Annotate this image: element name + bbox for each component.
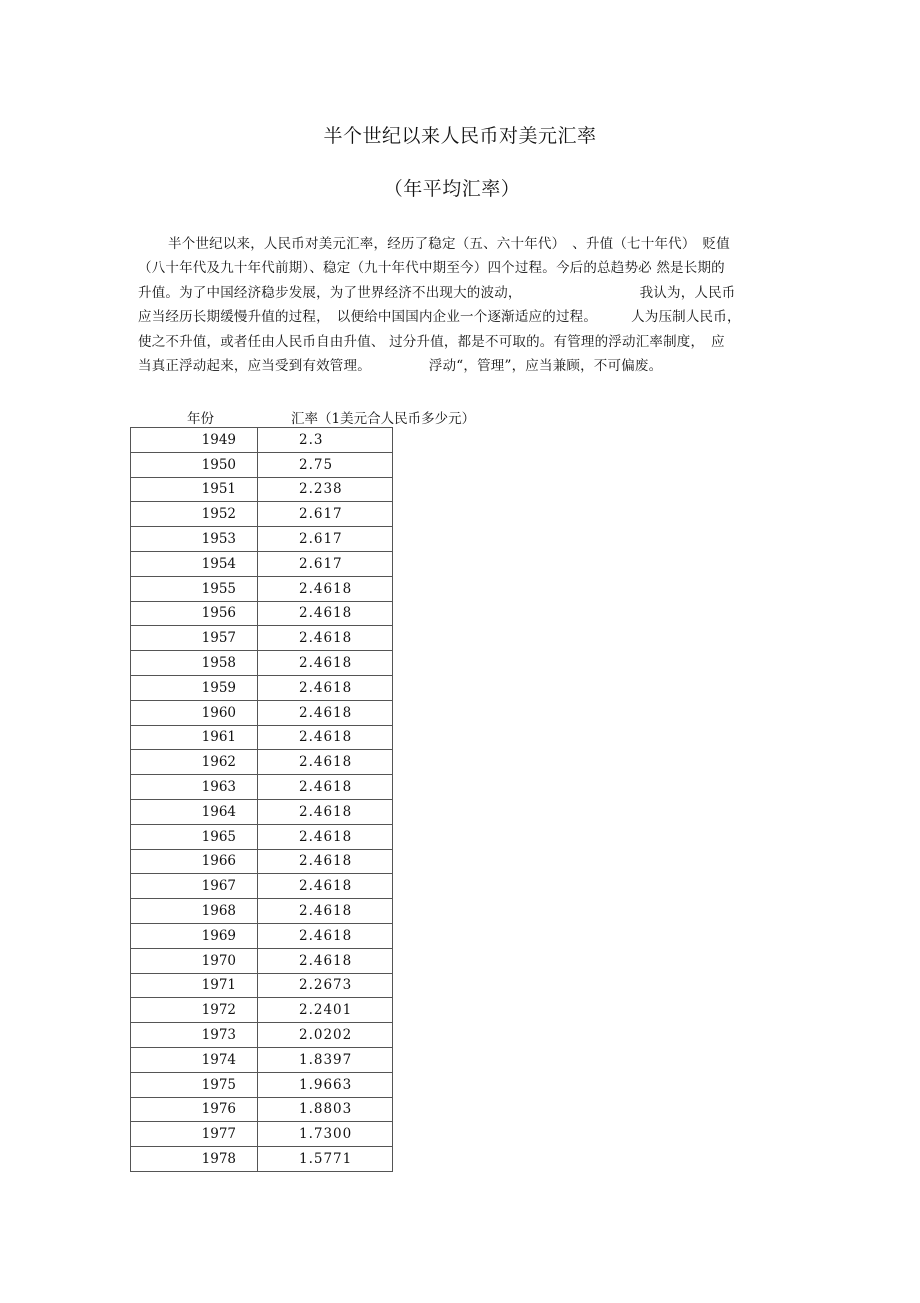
year-cell: 1968 (131, 899, 258, 924)
table-row (131, 477, 393, 502)
year-cell: 1974 (131, 1047, 258, 1072)
rate-cell: 1.8397 (258, 1047, 393, 1072)
document-subtitle: （年平均汇率） (383, 178, 521, 200)
rate-cell: 2.238 (258, 477, 393, 502)
rate-cell: 2.4618 (258, 626, 393, 651)
exchange-rate-table (130, 427, 393, 1172)
rate-cell: 2.4618 (258, 675, 393, 700)
document-title: 半个世纪以来人民币对美元汇率 (323, 125, 597, 147)
rate-cell: 2.4618 (258, 824, 393, 849)
rate-cell: 2.4618 (258, 651, 393, 676)
rate-cell: 2.2673 (258, 973, 393, 998)
year-cell: 1965 (131, 824, 258, 849)
intro-paragraph (138, 232, 772, 378)
paragraph-line-3 (138, 281, 772, 305)
table-row (131, 576, 393, 601)
year-cell: 1978 (131, 1147, 258, 1172)
rate-cell: 2.0202 (258, 1023, 393, 1048)
table-row (131, 626, 393, 651)
table-row (131, 824, 393, 849)
paragraph-line-4-a: 应当经历长期缓慢升值的过程， 以便给中国国内企业一个逐渐适应的过程。 (138, 309, 598, 326)
paragraph-line-6-b: 浮动“，管理”，应当兼顾，不可偏废。 (428, 358, 663, 375)
paragraph-line-4 (138, 305, 772, 329)
year-cell: 1973 (131, 1023, 258, 1048)
paragraph-line-3-a: 升值。为了中国经济稳步发展，为了世界经济不出现大的波动， (138, 284, 522, 301)
year-cell: 1962 (131, 750, 258, 775)
table-row (131, 1097, 393, 1122)
paragraph-line-2: （八十年代及九十年代前期）、稳定（九十年代中期至今）四个过程。今后的总趋势必 然是长期的 (138, 260, 725, 277)
table-row (131, 750, 393, 775)
paragraph-line-6-a: 当真正浮动起来，应当受到有效管理。 (138, 358, 371, 375)
table-row (131, 775, 393, 800)
rate-cell: 2.2401 (258, 998, 393, 1023)
table-row (131, 948, 393, 973)
rate-cell: 1.7300 (258, 1122, 393, 1147)
year-cell: 1950 (131, 452, 258, 477)
table-row (131, 1023, 393, 1048)
table-row (131, 428, 393, 453)
rate-cell: 2.4618 (258, 576, 393, 601)
year-cell: 1953 (131, 527, 258, 552)
table-row (131, 899, 393, 924)
rate-cell: 2.617 (258, 527, 393, 552)
paragraph-line-1: 半个世纪以来，人民币对美元汇率，经历了稳定（五、六十年代） 、升值（七十年代） 贬值 (168, 236, 730, 252)
table-row (131, 923, 393, 948)
paragraph-line-6 (138, 354, 772, 378)
table-row (131, 502, 393, 527)
column-header-rate: 汇率（1美元合人民币多少元） (291, 411, 476, 427)
year-cell: 1957 (131, 626, 258, 651)
table-row (131, 675, 393, 700)
year-cell: 1966 (131, 849, 258, 874)
year-cell: 1969 (131, 923, 258, 948)
year-cell: 1959 (131, 675, 258, 700)
rate-cell: 2.4618 (258, 601, 393, 626)
year-cell: 1971 (131, 973, 258, 998)
table-row (131, 1147, 393, 1172)
rate-cell: 2.4618 (258, 948, 393, 973)
table-row (131, 725, 393, 750)
column-header-year: 年份 (187, 411, 214, 427)
table-row (131, 1122, 393, 1147)
year-cell: 1967 (131, 874, 258, 899)
table-row (131, 452, 393, 477)
rate-cell: 2.4618 (258, 799, 393, 824)
paragraph-line-3-b: 我认为，人民币 (639, 284, 736, 301)
rate-cell: 2.3 (258, 428, 393, 453)
rate-cell: 2.4618 (258, 899, 393, 924)
rate-cell: 2.4618 (258, 775, 393, 800)
year-cell: 1963 (131, 775, 258, 800)
rate-cell: 1.5771 (258, 1147, 393, 1172)
table-row (131, 799, 393, 824)
year-cell: 1977 (131, 1122, 258, 1147)
rate-cell: 2.4618 (258, 849, 393, 874)
table-row (131, 651, 393, 676)
table-row (131, 1047, 393, 1072)
table-row (131, 998, 393, 1023)
rate-cell: 2.4618 (258, 700, 393, 725)
rate-cell: 2.75 (258, 452, 393, 477)
table-row (131, 551, 393, 576)
year-cell: 1955 (131, 576, 258, 601)
year-cell: 1964 (131, 799, 258, 824)
rate-cell: 2.4618 (258, 725, 393, 750)
table-row (131, 527, 393, 552)
rate-cell: 2.617 (258, 502, 393, 527)
table-row (131, 973, 393, 998)
paragraph-line-4-b: 人为压制人民币， (631, 309, 741, 326)
table-row (131, 849, 393, 874)
rate-cell: 2.4618 (258, 923, 393, 948)
rate-cell: 2.4618 (258, 750, 393, 775)
year-cell: 1970 (131, 948, 258, 973)
table-row (131, 700, 393, 725)
rate-cell: 2.617 (258, 551, 393, 576)
rate-cell: 1.9663 (258, 1072, 393, 1097)
rate-cell: 2.4618 (258, 874, 393, 899)
year-cell: 1949 (131, 428, 258, 453)
table-row (131, 601, 393, 626)
year-cell: 1958 (131, 651, 258, 676)
year-cell: 1976 (131, 1097, 258, 1122)
paragraph-line-5: 使之不升值，或者任由人民币自由升值、 过分升值，都是不可取的。有管理的浮动汇率制度， 应 (138, 333, 725, 350)
year-cell: 1960 (131, 700, 258, 725)
table-row (131, 874, 393, 899)
rate-cell: 1.8803 (258, 1097, 393, 1122)
table-row (131, 1072, 393, 1097)
year-cell: 1951 (131, 477, 258, 502)
year-cell: 1975 (131, 1072, 258, 1097)
year-cell: 1961 (131, 725, 258, 750)
year-cell: 1954 (131, 551, 258, 576)
year-cell: 1972 (131, 998, 258, 1023)
year-cell: 1952 (131, 502, 258, 527)
year-cell: 1956 (131, 601, 258, 626)
